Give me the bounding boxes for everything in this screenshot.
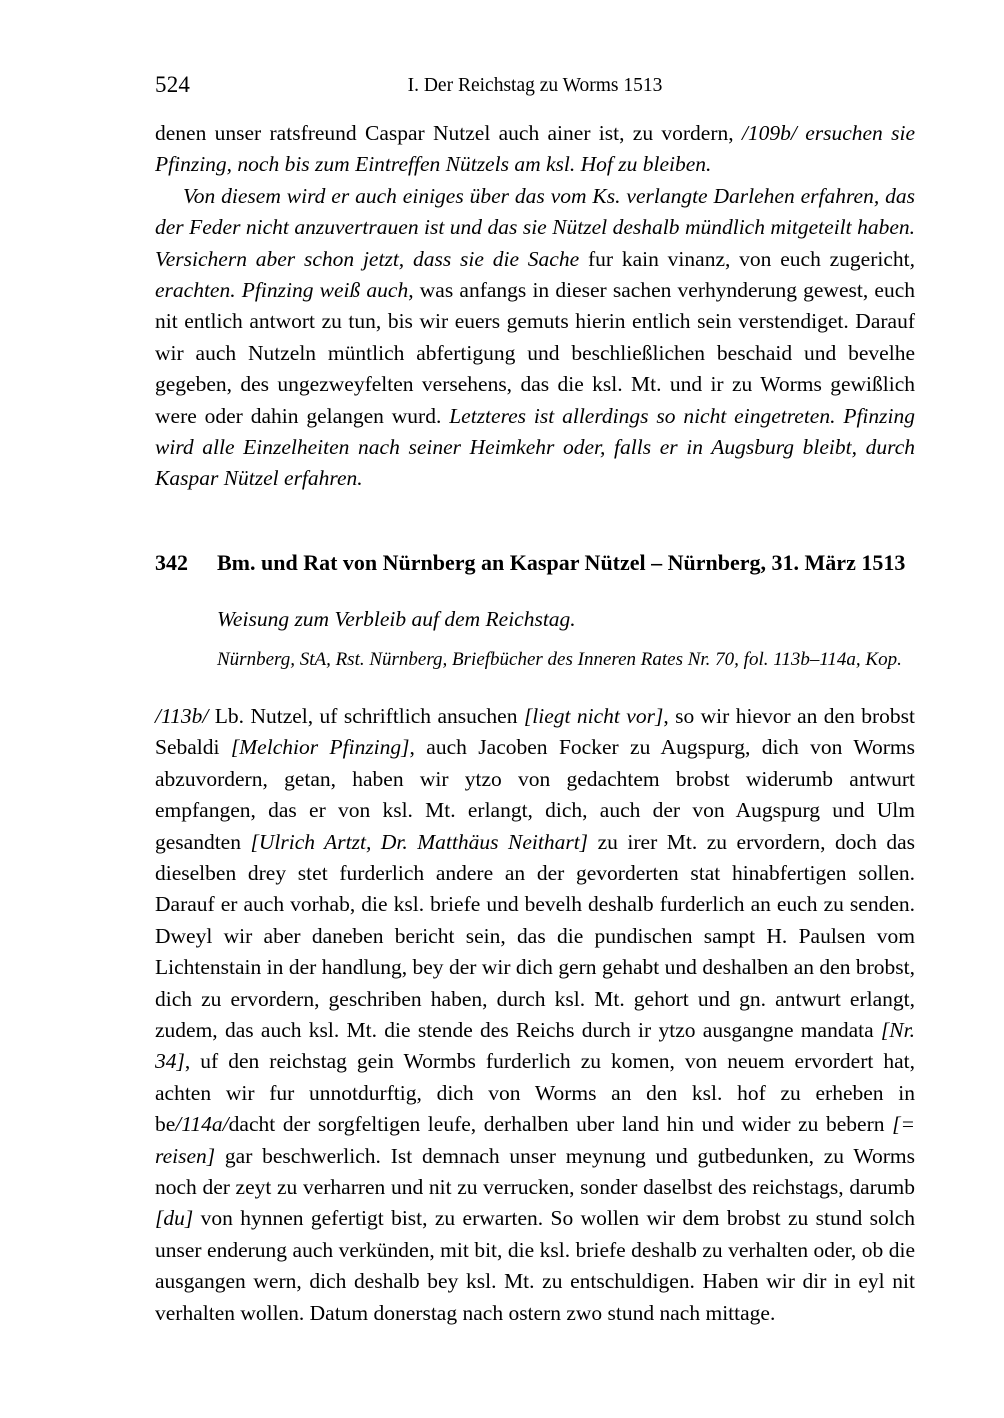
text-run: Lb. Nutzel, uf schriftlich ansuchen xyxy=(208,703,524,728)
text-run: [Nr. 34] xyxy=(155,1017,915,1074)
section-heading xyxy=(155,547,915,578)
text-run: , so wir hievor an den brobst Sebaldi xyxy=(155,703,915,760)
text-run: , uf den reichstag gein Wormbs furderlich zu komen, von neuem ervordert hat, achten wir fur unnotdurftig, dich von Worms an den ksl. hof zu erheben in be xyxy=(155,1049,915,1137)
text-run: fur kain vinanz, von euch zugericht xyxy=(587,246,910,271)
running-head xyxy=(155,72,915,102)
section-main-text xyxy=(155,701,915,1329)
text-run: Letzteres ist allerdings so nicht eingetreten. Pfinzing wird alle Einzelheiten nach seiner Heimkehr oder, falls er in Augsburg bleibt, durch Kaspar Nützel erfahren. xyxy=(155,403,915,491)
text-run: was anfangs in dieser sachen verhynderung gewest, euch nit entlich antwort zu tun, bis wir euers gemuts hierin entlich sein verstendiget. Darauf wir auch Nutzeln müntlich abfertigung und beschließlichen beschaid und bevelhe gegeben, des ungezweyfelten versehens, das die ksl. Mt. und ir zu Worms gewißlich were oder dahin gelangen wurd. xyxy=(155,278,915,428)
text-run: /113b/ xyxy=(155,703,209,728)
section-regest: Weisung zum Verbleib auf dem Reichstag. xyxy=(217,606,576,631)
page-number: 524 xyxy=(155,72,191,97)
text-run: von hynnen gefertigt bist, zu erwarten. So wollen wir dem brobst zu stund solch unser enderung auch verkünden, mit bit, die ksl. briefe deshalb zu verhalten oder, ob die ausgangen wern, dich deshalb bey ksl. Mt. zu entschuldigen. Haben wir dir in eyl nit verhalten wollen. Datum donerstag nach ostern zwo stund nach mittage. xyxy=(155,1206,915,1325)
text-run: denen unser ratsfreund Caspar Nutzel auch ainer ist, zu vordern, xyxy=(155,121,742,145)
text-run: /109b/ ersuchen sie Pfinzing, noch bis zum Eintreffen Nützels am ksl. Hof zu bleiben. xyxy=(155,121,915,177)
text-run: , erachten. Pfinzing weiß auch, xyxy=(155,246,916,303)
paragraph-regest-summary xyxy=(155,181,915,495)
text-run: dacht der sorgfeltigen leufe, derhalben uber land hin und wider zu bebern xyxy=(228,1112,893,1137)
body-column xyxy=(155,118,915,1329)
text-run: [= reisen] xyxy=(155,1112,915,1168)
paragraph-continuation xyxy=(155,118,915,181)
text-run: Von diesem wird er auch einiges über das vom Ks. verlangte Darlehen erfahren, das der Feder nicht anzuvertrauen ist und das sie Nützel deshalb mündlich mitgeteilt haben. Versichern aber schon jetzt, dass sie die Sache xyxy=(155,183,915,271)
text-run: [Ulrich Artzt, Dr. Matthäus Neithart] xyxy=(250,829,589,854)
text-run: [liegt nicht vor] xyxy=(523,703,664,728)
section-number: 342 xyxy=(155,549,188,575)
section-title: Bm. und Rat von Nürnberg an Kaspar Nützel – Nürnberg, 31. März 1513 xyxy=(217,549,906,575)
text-run: gar beschwerlich. Ist demnach unser meynung und gutbedunken, zu Worms noch der zeyt zu verharren und nit zu verrucken, sonder daselbst des reichstags, darumb xyxy=(155,1143,915,1199)
text-run: zu irer Mt. zu ervordern, doch das dieselben drey stet furderlich andere an der gevorderten stat hinabfertigen sollen. Darauf er auch vorhab, die ksl. briefe und bevelh deshalb furderlich an euch zu senden. Dweyl wir aber daneben bericht sein, das die pundischen sampt H. Paulsen vom Lichtenstain in der handlung, bey der wir dich gern gehabt und deshalben an den brobst, dich zu ervordern, geschriben haben, durch ksl. Mt. gehort und gn. antwurt erlangt, zudem, das auch ksl. Mt. die stende des Reichs durch ir ytzo ausgangne mandata xyxy=(155,829,915,1042)
text-run: /114a/ xyxy=(175,1112,229,1137)
section-source-reference: Nürnberg, StA, Rst. Nürnberg, Briefbücher des Inneren Rates Nr. 70, fol. 113b–114a, Kop. xyxy=(217,648,902,670)
text-run: [Melchior Pfinzing] xyxy=(230,735,410,760)
running-title: I. Der Reichstag zu Worms 1513 xyxy=(407,75,663,96)
text-run: , auch Jacoben Focker zu Augspurg, dich von Worms abzuvordern, getan, haben wir ytzo von gedachtem brobst widerumb antwurt empfangen, das er von ksl. Mt. erlangt, dich, auch der von Augspurg und Ulm gesandten xyxy=(155,735,915,854)
text-run: [du] xyxy=(155,1206,194,1231)
section-meta xyxy=(217,604,915,673)
